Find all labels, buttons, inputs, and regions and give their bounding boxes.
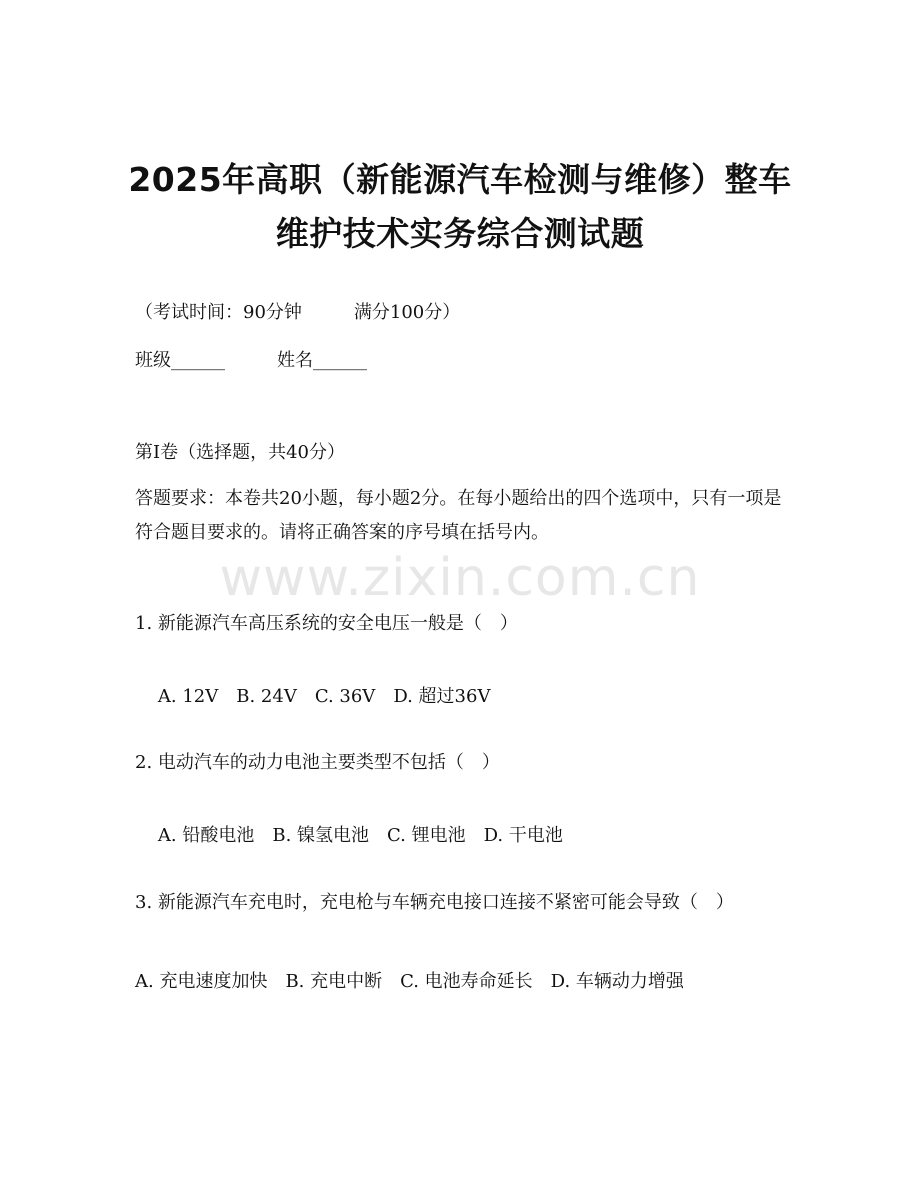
question-1-stem: 1. 新能源汽车高压系统的安全电压一般是（ ） [135,613,518,634]
exam-info [135,300,460,326]
question-3-stem: 3. 新能源汽车充电时，充电枪与车辆充电接口连接不紧密可能会导致（ ） [135,892,734,913]
question-2-option-a: A. 铅酸电池 [157,825,255,846]
title-line-1: 2025年高职（新能源汽车检测与维修）整车 [128,160,792,199]
question-2-option-d: D. 干电池 [483,825,563,846]
class-field: 班级______ [135,350,225,371]
question-1-options [135,658,490,736]
document-title [100,153,820,261]
question-2-options [135,797,563,875]
question-2-stem: 2. 电动汽车的动力电池主要类型不包括（ ） [135,752,500,773]
watermark: www.zixin.com.cn [219,548,701,608]
question-2-option-c: C. 锂电池 [387,825,466,846]
question-1-option-b: B. 24V [236,686,297,707]
question-1-option-d: D. 超过36V [393,686,491,707]
name-field: 姓名______ [277,350,367,371]
exam-time: （考试时间：90分钟 [135,302,302,323]
instructions: 答题要求：本卷共20小题，每小题2分。在每小题给出的四个选项中，只有一项是符合题目要求的。请将正确答案的序号填在括号内。 [135,488,782,543]
student-info [135,348,367,374]
section-title: 第Ⅰ卷（选择题，共40分） [135,442,346,463]
question-3-options: A. 充电速度加快 B. 充电中断 C. 电池寿命延长 D. 车辆动力增强 [135,971,684,992]
title-line-2: 维护技术实务综合测试题 [275,214,645,253]
question-1-option-a: A. 12V [157,686,219,707]
question-1-option-c: C. 36V [314,686,376,707]
question-2-option-b: B. 镍氢电池 [272,825,370,846]
full-score: 满分100分） [353,302,461,323]
